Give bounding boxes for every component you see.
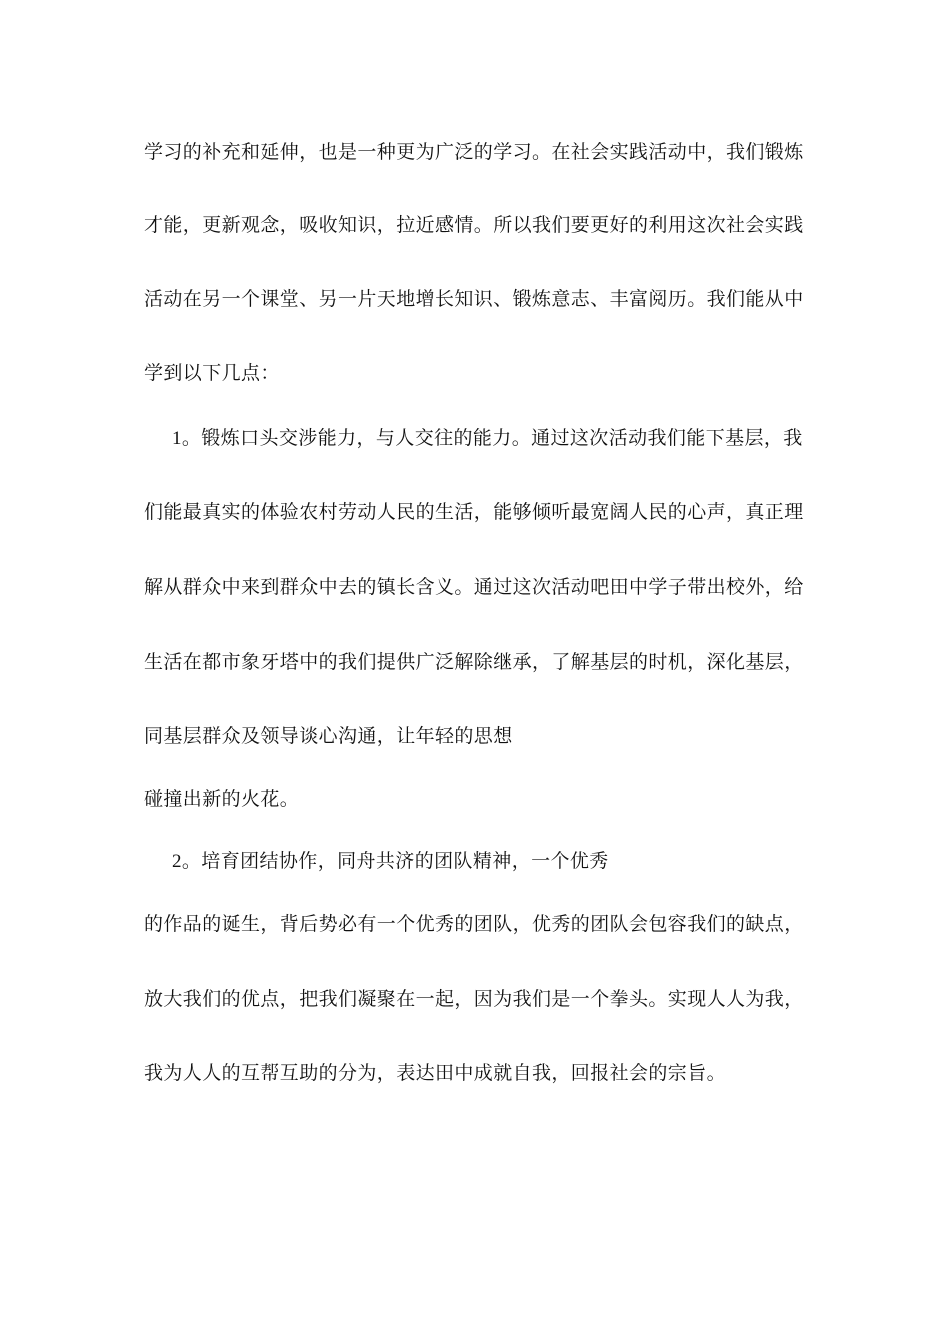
list-item-2-number: 2 (172, 851, 182, 872)
paragraph-line: 同基层群众及领导谈心沟通，让年轻的思想 (144, 725, 513, 747)
paragraph-line: 我为人人的互帮互助的分为，表达田中成就自我，回报社会的宗旨。 (144, 1062, 727, 1084)
paragraph-line: 活动在另一个课堂、另一片天地增长知识、锻炼意志、丰富阅历。我们能从中 (144, 288, 804, 310)
list-item-1-number: 1 (172, 428, 182, 449)
list-item-2-first-line (172, 849, 609, 874)
paragraph-line: 生活在都市象牙塔中的我们提供广泛解除继承，了解基层的时机，深化基层， (144, 651, 804, 673)
paragraph-line: 才能，更新观念，吸收知识，拉近感情。所以我们要更好的利用这次社会实践 (144, 214, 804, 236)
paragraph-line: 解从群众中来到群众中去的镇长含义。通过这次活动吧田中学子带出校外，给 (144, 576, 804, 598)
list-item-1-text: 。锻炼口头交涉能力，与人交往的能力。通过这次活动我们能下基层，我 (181, 427, 803, 449)
paragraph-line: 碰撞出新的火花。 (144, 788, 300, 810)
paragraph-line: 的作品的诞生，背后势必有一个优秀的团队，优秀的团队会包容我们的缺点， (144, 913, 804, 935)
paragraph-line: 放大我们的优点，把我们凝聚在一起，因为我们是一个拳头。实现人人为我， (144, 988, 804, 1010)
list-item-1-first-line (172, 426, 803, 451)
paragraph-line: 学到以下几点： (144, 362, 280, 384)
paragraph-line: 们能最真实的体验农村劳动人民的生活，能够倾听最宽阔人民的心声，真正理 (144, 501, 804, 523)
list-item-2-text: 。培育团结协作，同舟共济的团队精神，一个优秀 (181, 850, 609, 872)
paragraph-line: 学习的补充和延伸，也是一种更为广泛的学习。在社会实践活动中，我们锻炼 (144, 141, 804, 163)
